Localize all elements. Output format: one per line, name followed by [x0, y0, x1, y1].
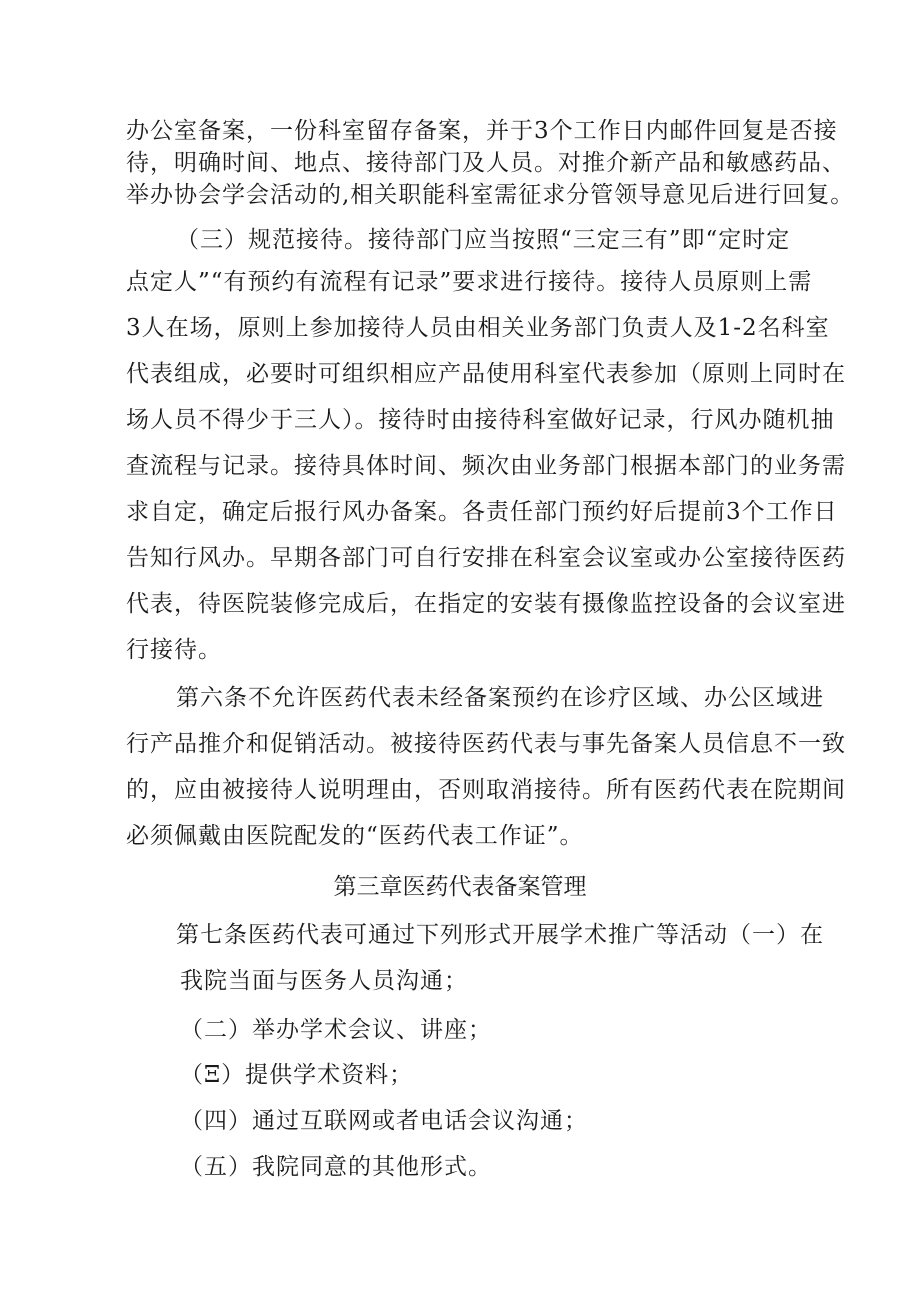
text-line: 查流程与记录。接待具体时间、频次由业务部门根据本部门的业务需 — [126, 453, 846, 479]
text-line: 求自定，确定后报行风办备案。各责任部门预约好后提前3个工作日 — [126, 499, 838, 525]
text-line: 代表组成，必要时可组织相应产品使用科室代表参加（原则上同时在 — [126, 361, 846, 387]
list-item: （五）我院同意的其他形式。 — [180, 1154, 492, 1180]
list-item: （Ξ）提供学术资料； — [180, 1062, 414, 1088]
text-line: 的，应由被接待人说明理由，否则取消接待。所有医药代表在院期间 — [126, 777, 846, 803]
list-item: （二）举办学术会议、讲座； — [180, 1017, 492, 1043]
text-line: 点定人”“有预约有流程有记录”要求进行接待。接待人员原则上需 — [126, 269, 813, 295]
chapter-heading: 第三章医药代表备案管理 — [333, 874, 587, 900]
text-line: 待，明确时间、地点、接待部门及人员。对推介新产品和敏感药品、 — [126, 150, 846, 176]
text-line: 举办协会学会活动的,相关职能科室需征求分管领导意见后进行回复。 — [126, 182, 855, 208]
text-line: 我院当面与医务人员沟通； — [180, 968, 468, 994]
text-line: 第七条医药代表可通过下列形式开展学术推广等活动（一）在 — [176, 922, 824, 948]
list-item: （四）通过互联网或者电话会议沟通； — [180, 1108, 588, 1134]
text-line: 必须佩戴由医院配发的“医药代表工作证”。 — [126, 823, 584, 849]
text-line: 告知行风办。早期各部门可自行安排在科室会议室或办公室接待医药 — [126, 545, 846, 571]
text-line: （三）规范接待。接待部门应当按照“三定三有”即“定时定 — [176, 227, 791, 253]
text-line: 场人员不得少于三人）。接待时由接待科室做好记录，行风办随机抽 — [126, 407, 835, 433]
text-line: 办公室备案，一份科室留存备案，并于3个工作日内邮件回复是否接 — [126, 118, 838, 144]
text-line: 代表，待医院装修完成后，在指定的安装有摄像监控设备的会议室进 — [126, 591, 846, 617]
text-line: 第六条不允许医药代表未经备案预约在诊疗区域、办公区域进 — [176, 685, 824, 711]
text-line: 行接待。 — [126, 637, 222, 663]
text-line: 3人在场，原则上参加接待人员由相关业务部门负责人及1-2名科室 — [126, 315, 830, 341]
text-line: 行产品推介和促销活动。被接待医药代表与事先备案人员信息不一致 — [126, 731, 846, 757]
